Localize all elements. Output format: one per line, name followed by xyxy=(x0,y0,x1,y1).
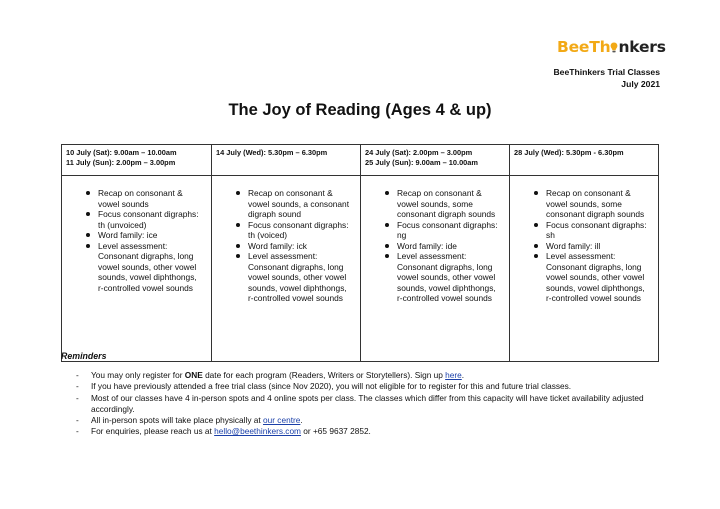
bullet-icon xyxy=(385,244,389,248)
topic-item: Recap on consonant & vowel sounds, some consonant digraph sounds xyxy=(397,188,501,220)
signup-link[interactable]: here xyxy=(445,370,462,381)
session-3-header xyxy=(361,145,510,176)
bullet-icon xyxy=(86,212,90,216)
dash-bullet: - xyxy=(76,415,79,426)
schedule-header-row xyxy=(62,145,659,176)
document-title: The Joy of Reading (Ages 4 & up) xyxy=(228,101,492,119)
session-2-content xyxy=(212,176,361,362)
reminders-list xyxy=(61,370,681,437)
topic-item: Word family: ice xyxy=(98,230,203,241)
topic-item: Level assessment: Consonant digraphs, long vowel sounds, other vowel sounds, vowel diphthongs, r-controlled vowel sounds xyxy=(397,251,501,304)
topic-item: Word family: ill xyxy=(546,241,650,252)
schedule-content-row xyxy=(62,176,659,362)
dash-bullet: - xyxy=(76,392,79,403)
logo-text-th: Th xyxy=(589,38,611,56)
our-centre-link[interactable]: our centre xyxy=(263,415,301,426)
dash-bullet: - xyxy=(76,381,79,392)
session-3-date-line: 24 July (Sat): 2.00pm – 3.00pm xyxy=(365,148,473,157)
reminder-item: - If you have previously attended a free trial class (since Nov 2020), you will not eligible for to register for this and future trial classes. xyxy=(76,381,572,392)
bullet-icon xyxy=(86,191,90,195)
session-2-header xyxy=(212,145,361,176)
session-1-content xyxy=(62,176,212,362)
bullet-icon xyxy=(86,233,90,237)
reminder-item: - Most of our classes have 4 in-person spots and 4 online spots per class. The classes which differ from this capacity will have ticket availability adjusted accordingly. xyxy=(76,392,644,414)
session-4-header xyxy=(510,145,659,176)
topic-item: Level assessment: Consonant digraphs, long vowel sounds, other vowel sounds, vowel diphthongs, r-controlled vowel sounds xyxy=(546,251,650,304)
bullet-icon xyxy=(236,223,240,227)
reminders-section xyxy=(61,351,681,437)
topic-item: Level assessment: Consonant digraphs, long vowel sounds, other vowel sounds, vowel diphthongs, r-controlled vowel sounds xyxy=(248,251,352,304)
session-4-content xyxy=(510,176,659,362)
session-2-date-line: 14 July (Wed): 5.30pm – 6.30pm xyxy=(216,148,328,157)
bullet-icon xyxy=(534,254,538,258)
one-emphasis: ONE xyxy=(184,370,203,381)
session-4-date-line: 28 July (Wed): 5.30pm - 6.30pm xyxy=(514,148,624,157)
topic-item: Word family: ick xyxy=(248,241,352,252)
bullet-icon xyxy=(236,254,240,258)
topic-item: Recap on consonant & vowel sounds, some consonant digraph sounds xyxy=(546,188,650,220)
topic-item: Recap on consonant & vowel sounds, a consonant digraph sound xyxy=(248,188,352,220)
topic-item: Word family: ide xyxy=(397,241,501,252)
company-header xyxy=(553,66,660,90)
bullet-icon xyxy=(385,223,389,227)
session-4-topic-list xyxy=(510,188,658,304)
beethinkers-logo xyxy=(557,38,666,56)
bullet-icon xyxy=(86,244,90,248)
reminders-title: Reminders xyxy=(61,351,107,361)
session-1-date-line: 10 July (Sat): 9.00am – 10.00am xyxy=(66,148,177,157)
topic-item: Focus consonant digraphs: ng xyxy=(397,220,501,241)
reminder-item: - All in-person spots will take place physically at our centre. xyxy=(76,415,303,426)
session-3-topic-list xyxy=(361,188,509,304)
email-link[interactable]: hello@beethinkers.com xyxy=(214,426,301,437)
bullet-icon xyxy=(385,254,389,258)
topic-item: Focus consonant digraphs: sh xyxy=(546,220,650,241)
topic-item: Level assessment: Consonant digraphs, long vowel sounds, other vowel sounds, vowel diphthongs, r-controlled vowel sounds xyxy=(98,241,203,294)
topic-item: Focus consonant digraphs: th (unvoiced) xyxy=(98,209,203,230)
session-3-date-line: 25 July (Sun): 9.00am – 10.00am xyxy=(365,158,478,167)
reminder-item: - You may only register for ONE date for each program (Readers, Writers or Storytellers). Sign up here. xyxy=(76,370,465,381)
bullet-icon xyxy=(385,191,389,195)
session-2-topic-list xyxy=(212,188,360,304)
reminder-item: - For enquiries, please reach us at hello@beethinkers.com or +65 9637 2852. xyxy=(76,426,371,437)
topic-item: Focus consonant digraphs: th (voiced) xyxy=(248,220,352,241)
dash-bullet: - xyxy=(76,370,79,381)
session-1-header xyxy=(62,145,212,176)
topic-item: Recap on consonant & vowel sounds xyxy=(98,188,203,209)
bullet-icon xyxy=(236,244,240,248)
header-period: July 2021 xyxy=(621,79,660,89)
session-3-content xyxy=(361,176,510,362)
bullet-icon xyxy=(534,191,538,195)
logo-text-bee: Bee xyxy=(557,38,590,56)
bullet-icon xyxy=(236,191,240,195)
session-1-topic-list xyxy=(62,188,211,293)
schedule-table xyxy=(61,144,659,362)
bullet-icon xyxy=(534,223,538,227)
logo-text-nkers: nkers xyxy=(618,38,666,56)
dash-bullet: - xyxy=(76,426,79,437)
bullet-icon xyxy=(534,244,538,248)
session-1-date-line: 11 July (Sun): 2.00pm – 3.00pm xyxy=(66,158,176,167)
company-name: BeeThinkers Trial Classes xyxy=(553,67,660,77)
